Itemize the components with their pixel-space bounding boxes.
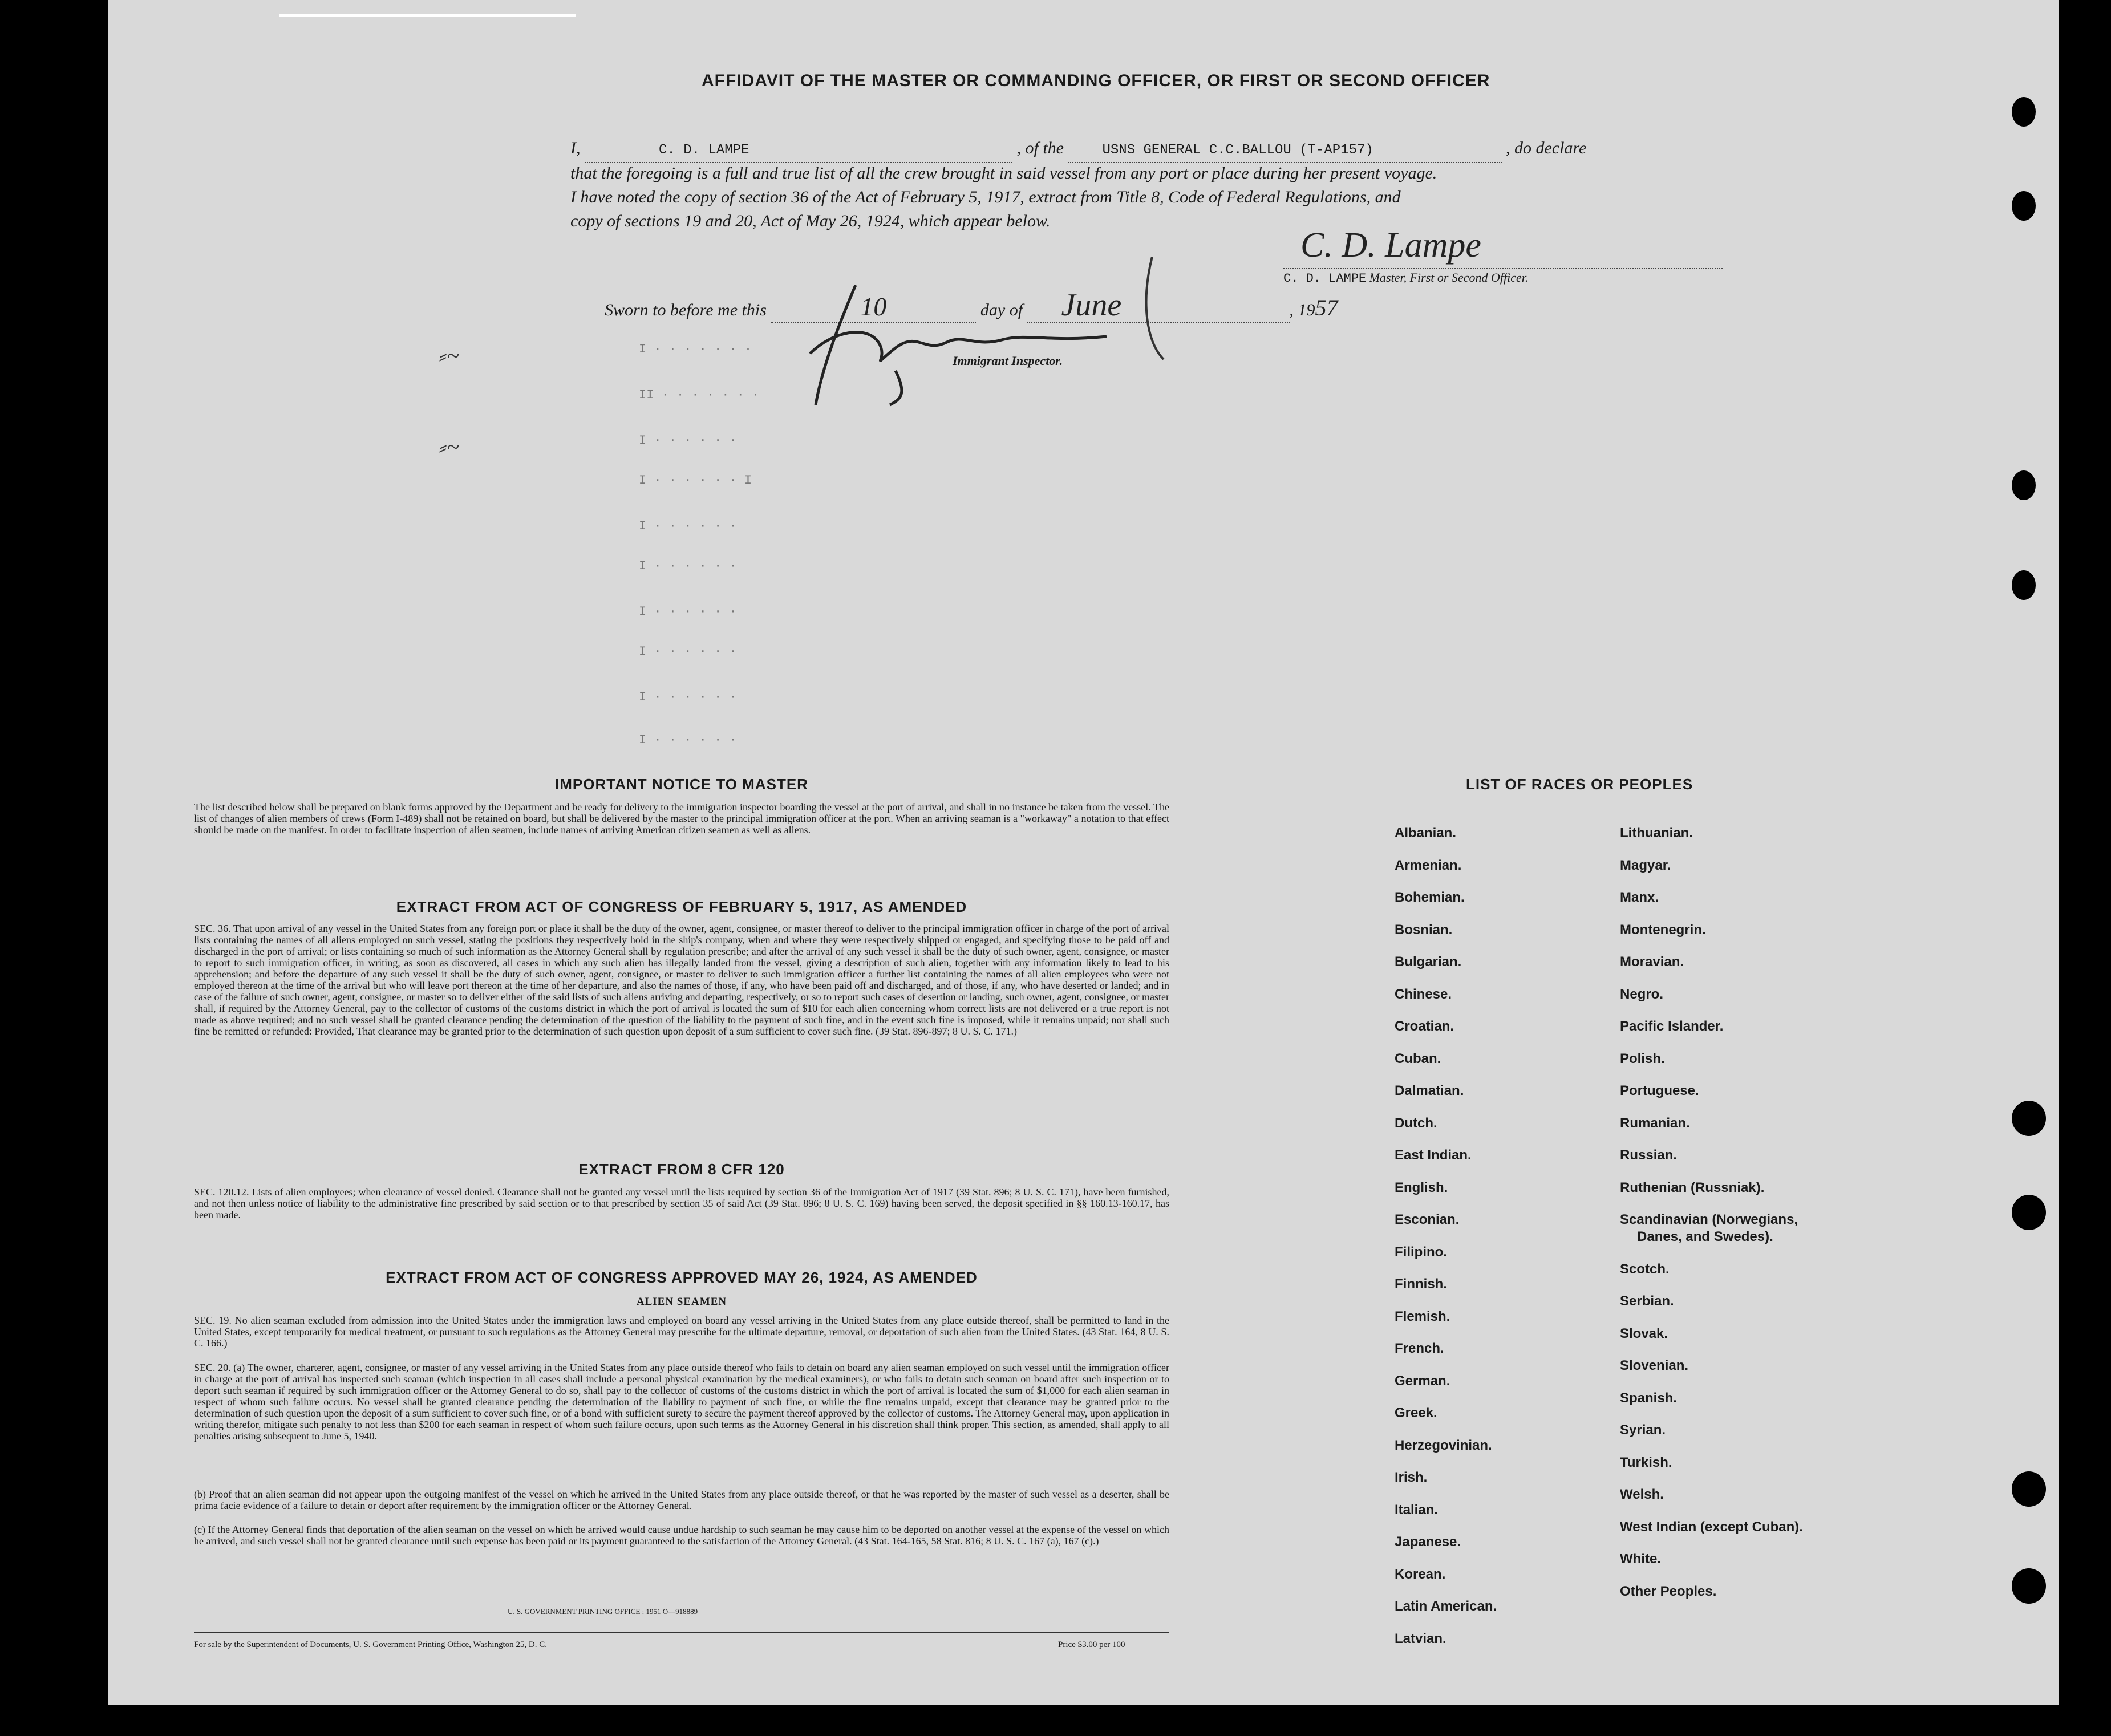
race-item: Slovak.	[1620, 1325, 1668, 1341]
race-item: Other Peoples.	[1620, 1583, 1717, 1599]
ghost-mark-row-5: I · · · · · ·	[639, 519, 737, 533]
race-item: Bohemian.	[1395, 890, 1465, 905]
race-item: Latvian.	[1395, 1630, 1446, 1646]
declaration-line-3: I have noted the copy of section 36 of the Act of February 5, 1917, extract from Title 8, Code of Federal Regulations, and	[570, 188, 1401, 206]
race-item: Magyar.	[1620, 857, 1671, 873]
signature-caption: Master, First or Second Officer.	[1369, 270, 1529, 285]
race-item: Polish.	[1620, 1050, 1665, 1066]
top-edge-mark	[279, 14, 576, 17]
sec-20c: (c) If the Attorney General finds that deportation of the alien seaman on the vessel on which he arrived would cause undue hardship to such seaman he may cause him to be deported on another vessel at the expense of the vessel on which he arrived, and such vessel shall not be granted clearance until such expense has been paid or its payment guaranteed to the satisfaction of the Attorney General. (43 Stat. 164-165, 58 Stat. 816; 8 U. S. C. 167 (a), 167 (c).)	[194, 1524, 1169, 1547]
cfr-body: SEC. 120.12. Lists of alien employees; when clearance of vessel denied. Clearance shall not be granted any vessel until the lists required by section 36 of the Immigration Act of 1917 (39 Stat. 896; 8 U. S. C. 171), have been furnished, and not then unless notice of liability to the administrative fine prescribed by said section or to that prescribed by section 35 of said Act (39 Stat. 896; 8 U. S. C. 169) having been served, the deposit specified in §§ 160.13-160.17, has been made.	[194, 1186, 1169, 1220]
declaration-line-4: copy of sections 19 and 20, Act of May 26, 1924, which appear below.	[570, 212, 1051, 230]
race-item: Russian.	[1620, 1147, 1678, 1163]
master-signature: C. D. Lampe	[1300, 226, 1481, 265]
margin-mark-1: ⸗~	[439, 343, 459, 368]
declaration-line-1	[570, 137, 1780, 163]
race-item: Scotch.	[1620, 1261, 1670, 1277]
race-item: Cuban.	[1395, 1050, 1441, 1066]
ghost-mark-row-1: I · · · · · · ·	[639, 342, 752, 356]
ghost-mark-row-7: I · · · · · ·	[639, 605, 737, 619]
race-item: White.	[1620, 1551, 1661, 1567]
race-item: Spanish.	[1620, 1390, 1678, 1406]
cfr-title: EXTRACT FROM 8 CFR 120	[578, 1161, 785, 1178]
sworn-year-prefix: , 19	[1289, 301, 1315, 319]
race-item: Pacific Islander.	[1620, 1019, 1724, 1034]
race-item: Chinese.	[1395, 986, 1452, 1002]
notice-body: The list described below shall be prepared on blank forms approved by the Department and be ready for delivery to the immigration inspector boarding the vessel at the port of arrival, and shall in no instance be taken from the vessel. The list of changes of alien members of crews (Form I-489) shall not be retained on board, but shall be delivered by the master to the principal immigration officer at the port. When an arriving seaman is a "workaway" a notation to that effect should be made on the manifest. In order to facilitate inspection of alien seamen, include names of arriving American citizen seamen as well as aliens.	[194, 801, 1169, 835]
races-title: LIST OF RACES OR PEOPLES	[1466, 776, 1693, 793]
ghost-mark-row-8: I · · · · · ·	[639, 644, 737, 659]
race-item: Danes, and Swedes).	[1637, 1229, 1773, 1244]
race-item: German.	[1395, 1373, 1450, 1389]
margin-mark-2: ⸗~	[439, 434, 459, 460]
extract-1917-body: SEC. 36. That upon arrival of any vessel in the United States from any foreign port or place it shall be the duty of the owner, agent, consignee, or master thereof to deliver to the principal immigration officer in charge of the port of arrival lists containing the names of all aliens employed on such vessel, stating the positions they respectively hold in the ship's company, when and where they were respectively shipped or engaged, and specifying those to be paid off and discharged in the port of arrival; or lists containing so much of such information as the Attorney General shall by regulation prescribe; and after the arrival of any such vessel it shall be the duty of such owner, agent, consignee, or master to report to such immigration officer, in writing, as soon as discovered, all cases in which any such alien has illegally landed from the vessel, giving a description of such alien, together with any information likely to lead to his apprehension; and before the departure of any such vessel it shall be the duty of such owner, agent, consignee, or master to deliver to such immigration officer a further list containing the names of all alien employees who were not employed thereon at the time of the arrival but who will leave port thereon at the time of her departure, and also the names of those, if any, who have been paid off and discharged, and of those, if any, who have deserted or landed; and in case of the failure of such owner, agent, consignee, or master so to deliver either of the said lists of such aliens arriving and departing, respectively, or so to report such cases of desertion or landing, such owner, agent, consignee, or master shall, if required by the Attorney General, pay to the collector of customs of the customs district in which the port of arrival is located the sum of $10 for each alien concerning whom correct lists are not delivered or a true report is not made as above required; and no such vessel shall be granted clearance pending the determination of the question of the liability to the payment of such fine, and in the event such fine is imposed, while it remains unpaid; nor shall such fine be remitted or refunded: Provided, That clearance may be granted prior to the determination of such question upon deposit of a sum sufficient to cover such fine. (39 Stat. 896-897; 8 U. S. C. 171.)	[194, 923, 1169, 1037]
document-sheet	[108, 0, 2059, 1705]
decl-post: , do declare	[1506, 139, 1587, 157]
punch-hole	[2012, 191, 2036, 221]
extract-1924-title: EXTRACT FROM ACT OF CONGRESS APPROVED MAY 26, 1924, AS AMENDED	[386, 1269, 978, 1286]
sworn-month: June	[1061, 287, 1122, 323]
punch-hole	[2012, 1101, 2046, 1136]
race-item: Dutch.	[1395, 1115, 1437, 1131]
master-name-field	[585, 137, 1012, 163]
race-item: Albanian.	[1395, 825, 1457, 841]
race-item: Armenian.	[1395, 857, 1462, 873]
punch-hole	[2012, 1195, 2046, 1230]
master-name-value: C. D. LAMPE	[659, 143, 749, 158]
race-item: Portuguese.	[1620, 1083, 1699, 1098]
sec-20b: (b) Proof that an alien seaman did not appear upon the outgoing manifest of the vessel on which he arrived in the United States from any place outside thereof, or that he was reported by the master of such vessel as a deserter, shall be prima facie evidence of a failure to detain or deport after requirement by the immigration officer or the Attorney General.	[194, 1488, 1169, 1511]
race-item: Croatian.	[1395, 1019, 1454, 1034]
race-item: Greek.	[1395, 1405, 1437, 1421]
race-item: Lithuanian.	[1620, 825, 1693, 841]
race-item: Montenegrin.	[1620, 922, 1706, 938]
race-item: Irish.	[1395, 1470, 1428, 1485]
race-item: Dalmatian.	[1395, 1083, 1464, 1098]
race-item: Bulgarian.	[1395, 954, 1462, 970]
ghost-mark-row-4: I · · · · · · I	[639, 473, 752, 488]
decl-pre: I,	[570, 139, 581, 157]
race-item: West Indian (except Cuban).	[1620, 1519, 1803, 1535]
sworn-mid: day of	[980, 301, 1023, 319]
race-item: Turkish.	[1620, 1454, 1672, 1470]
sworn-pre: Sworn to before me this	[605, 301, 767, 319]
ghost-mark-row-9: I · · · · · ·	[639, 690, 737, 704]
vessel-name-value: USNS GENERAL C.C.BALLOU (T-AP157)	[1102, 143, 1373, 158]
race-item: English.	[1395, 1179, 1448, 1195]
punch-hole	[2012, 470, 2036, 500]
sworn-year: 57	[1315, 295, 1338, 321]
punch-hole	[2012, 1568, 2046, 1604]
race-item: French.	[1395, 1341, 1444, 1356]
sec-19: SEC. 19. No alien seaman excluded from admission into the United States under the immigration laws and employed on board any vessel arriving in the United States from any place outside thereof, shall be permitted to land in the United States, except temporarily for medical treatment, or pursuant to such regulations as the Attorney General may prescribe for the ultimate departure, removal, or deportation of such alien from the United States. (43 Stat. 164, 8 U. S. C. 166.)	[194, 1315, 1169, 1349]
inspector-signature	[707, 257, 1221, 416]
ghost-mark-row-2: II · · · · · · ·	[639, 388, 760, 402]
vessel-name-field	[1068, 137, 1502, 163]
inspector-caption: Immigrant Inspector.	[953, 354, 1063, 368]
signature-caption-row	[1283, 270, 1528, 286]
sworn-day: 10	[860, 292, 887, 321]
alien-seamen-subtitle: ALIEN SEAMEN	[636, 1296, 727, 1308]
notice-title: IMPORTANT NOTICE TO MASTER	[555, 776, 808, 793]
race-item: Manx.	[1620, 890, 1659, 905]
race-item: Latin American.	[1395, 1599, 1497, 1614]
race-item: Esconian.	[1395, 1212, 1460, 1227]
race-item: Syrian.	[1620, 1422, 1666, 1438]
race-item: Finnish.	[1395, 1276, 1447, 1292]
race-item: East Indian.	[1395, 1147, 1472, 1163]
declaration-line-2: that the foregoing is a full and true list of all the crew brought in said vessel from any port or place during her present voyage.	[570, 164, 1437, 182]
race-item: Korean.	[1395, 1566, 1446, 1582]
ghost-mark-row-10: I · · · · · ·	[639, 733, 737, 747]
race-item: Negro.	[1620, 986, 1664, 1002]
punch-hole	[2012, 570, 2036, 600]
decl-mid: , of the	[1016, 139, 1064, 157]
footer-rule	[194, 1632, 1169, 1633]
race-item: Japanese.	[1395, 1534, 1461, 1550]
ghost-mark-row-6: I · · · · · ·	[639, 559, 737, 573]
signature-line	[1283, 268, 1723, 269]
race-item: Serbian.	[1620, 1293, 1674, 1309]
affidavit-title: AFFIDAVIT OF THE MASTER OR COMMANDING OFFICER, OR FIRST OR SECOND OFFICER	[702, 71, 1490, 90]
sec-20a: SEC. 20. (a) The owner, charterer, agent, consignee, or master of any vessel arriving in the United States from any place outside thereof who fails to detain on board any alien seaman employed on such vessel until the immigration officer in charge at the port of arrival has inspected such seaman (which inspection in all cases shall include a personal physical examination by the medical examiners), or who fails to detain such seaman on board after such inspection or to deport such seaman if required by such immigration officer or the Attorney General to do so, shall pay to the collector of customs of the customs district in which the port of arrival is located the sum of $1,000 for each alien seaman in respect of whom such failure occurs. No vessel shall be granted clearance pending the determination of the liability to payment of such fine, or while the fine remains unpaid, except that clearance may be granted prior to the determination of such question upon the deposit of a sum sufficient to cover such fine, or of a bond with sufficient surety to secure the payment thereof approved by the collector of customs. The Attorney General may, upon application in writing therefor, mitigate such penalty to not less than $200 for each seaman in respect of whom such failure occurs, upon such terms as the Attorney General in his discretion shall think proper. This section, as amended, shall apply to all penalties arising subsequent to June 5, 1940.	[194, 1362, 1169, 1442]
race-item: Slovenian.	[1620, 1358, 1689, 1373]
race-item: Bosnian.	[1395, 922, 1453, 938]
gpo-imprint: U. S. GOVERNMENT PRINTING OFFICE : 1951 O—918889	[508, 1607, 698, 1616]
signature-typed: C. D. LAMPE	[1283, 271, 1367, 286]
race-item: Scandinavian (Norwegians,	[1620, 1212, 1798, 1227]
race-item: Italian.	[1395, 1502, 1439, 1518]
race-item: Rumanian.	[1620, 1115, 1690, 1131]
footer-price: Price $3.00 per 100	[1058, 1640, 1125, 1649]
race-item: Moravian.	[1620, 954, 1684, 970]
race-item: Ruthenian (Russniak).	[1620, 1179, 1765, 1195]
ghost-mark-row-3: I · · · · · ·	[639, 433, 737, 448]
footer-sale: For sale by the Superintendent of Documents, U. S. Government Printing Office, Washington 25, D. C.	[194, 1640, 547, 1649]
race-item: Herzegovinian.	[1395, 1437, 1492, 1453]
race-item: Filipino.	[1395, 1244, 1447, 1260]
race-item: Welsh.	[1620, 1487, 1664, 1502]
extract-1917-title: EXTRACT FROM ACT OF CONGRESS OF FEBRUARY 5, 1917, AS AMENDED	[396, 898, 967, 915]
race-item: Flemish.	[1395, 1308, 1450, 1324]
punch-hole	[2012, 1471, 2046, 1507]
punch-hole	[2012, 97, 2036, 127]
